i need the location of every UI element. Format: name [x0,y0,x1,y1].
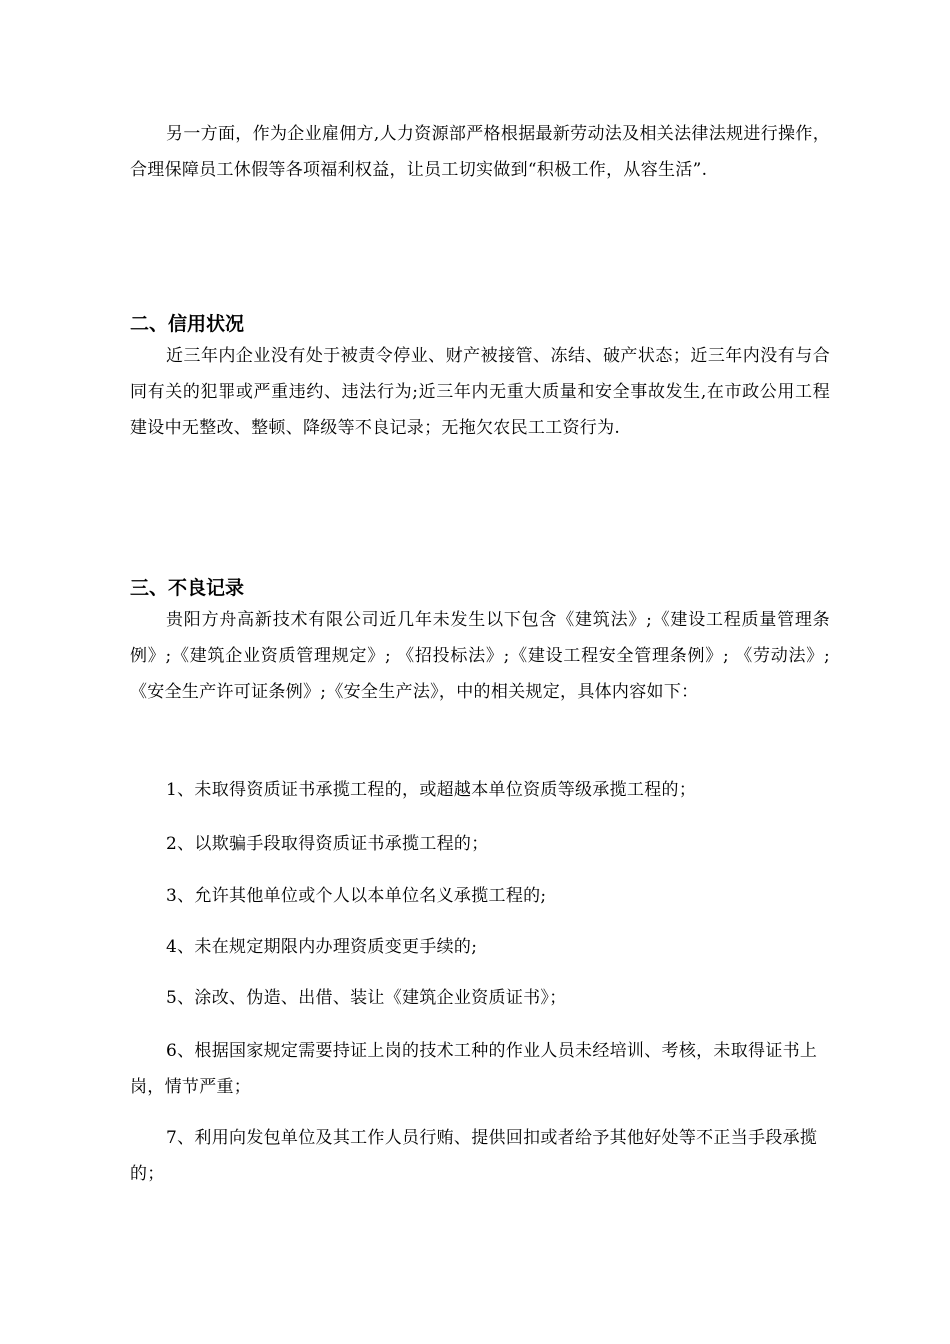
records-list-1 [130,772,830,808]
list-item: 7、利用向发包单位及其工作人员行贿、提供回扣或者给予其他好处等不正当手段承揽的； [130,1128,818,1184]
list-item: 6、根据国家规定需要持证上岗的技术工种的作业人员未经培训、考核，未取得证书上岗，情节严重； [130,1041,818,1097]
records-paragraph: 贵阳方舟高新技术有限公司近几年未发生以下包含《建筑法》;《建设工程质量管理条例》;《建筑企业资质管理规定》; 《招投标法》;《建设工程安全管理条例》; 《劳动法》; 《安全生产许可证条例》;《安全生产法》，中的相关规定，具体内容如下： [130,610,830,702]
records-list-2 [130,826,830,862]
list-item: 1、未取得资质证书承揽工程的，或超越本单位资质等级承揽工程的； [166,780,697,800]
intro-section [130,116,830,188]
credit-section [130,310,830,446]
credit-heading: 二、信用状况 [130,313,245,335]
records-list-5 [130,980,830,1016]
records-list-7 [130,1120,830,1192]
list-item: 4、未在规定期限内办理资质变更手续的; [166,937,478,957]
records-list-6 [130,1033,830,1105]
records-list-4 [130,929,830,965]
records-section [130,574,830,710]
records-heading: 三、不良记录 [130,577,245,599]
list-item: 5、涂改、伪造、出借、装让《建筑企业资质证书》； [166,988,567,1008]
intro-paragraph: 另一方面，作为企业雇佣方,人力资源部严格根据最新劳动法及相关法律法规进行操作，合理保障员工休假等各项福利权益，让员工切实做到“积极工作，从容生活”. [130,124,830,180]
records-list-3 [130,878,830,914]
list-item: 2、以欺骗手段取得资质证书承揽工程的； [166,834,489,854]
credit-paragraph: 近三年内企业没有处于被责令停业、财产被接管、冻结、破产状态；近三年内没有与合同有关的犯罪或严重违约、违法行为;近三年内无重大质量和安全事故发生,在市政公用工程建设中无整改、整顿、降级等不良记录；无拖欠农民工工资行为. [130,346,830,438]
list-item: 3、允许其他单位或个人以本单位名义承揽工程的; [166,886,547,906]
